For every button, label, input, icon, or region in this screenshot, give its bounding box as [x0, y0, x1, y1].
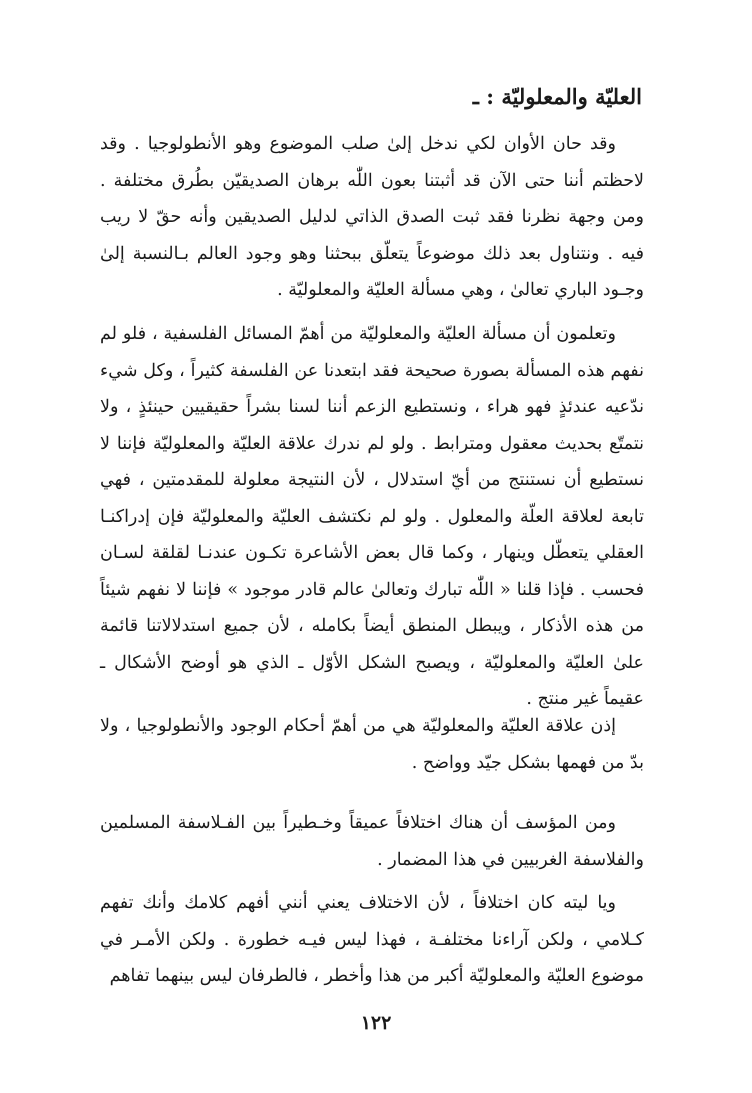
section-heading: العليّة والمعلوليّة : ـ [472, 84, 642, 109]
paragraph-3: إذن علاقة العليّة والمعلوليّة هي من أهمّ أحكام الوجود والأنطولوجيا ، ولا بدّ من فهمها بشكل جيّد وواضح . [100, 716, 644, 773]
paragraph-5: ويا ليته كان اختلافاً ، لأن الاختلاف يعني أنني أفهم كلامك وأنك تفهم كـلامي ، ولكن آراءنا مختلفـة ، فهذا ليس فيـه خطورة . ولكن الأمـر في موضوع العليّة والمعلوليّة أكبر من هذا وأخطر ، فالطرفان ليس بينهما تفاهم [100, 893, 644, 986]
paragraph-1: وقد حان الأوان لكي ندخل إلىٰ صلب الموضوع وهو الأنطولوجيا . وقد لاحظتم أننا حتى الآن قد أثبتنا بعون اللّٰه برهان الصديقيّن بطُرق مختلفة . ومن وجهة نظرنا فقد ثبت الصدق الذاتي لدليل الصديقين وأنه حقّ لا ريب فيه . ونتناول بعد ذلك موضوعاً يتعلّق ببحثنا وهو وجود العالم بـالنسبة إلىٰ وجـود الباري تعالىٰ ، وهي مسألة العليّة والمعلوليّة . [100, 134, 644, 300]
paragraph-4: ومن المؤسف أن هناك اختلافاً عميقاً وخـطيراً بين الفـلاسفة المسلمين والفلاسفة الغربيين في هذا المضمار . [100, 813, 644, 870]
page-number: ١٢٢ [360, 1012, 392, 1034]
paragraph-2: وتعلمون أن مسألة العليّة والمعلوليّة من أهمّ المسائل الفلسفية ، فلو لم نفهم هذه المسألة بصورة صحيحة فقد ابتعدنا عن الفلسفة كثيراً ، وكل شيء ندّعيه عندئذٍ فهو هراء ، ونستطيع الزعم أننا لسنا بشراً حقيقيين حينئذٍ ، ولا نتمتّع بحديث معقول ومترابط . ولو لم ندرك علاقة العليّة والمعلوليّة فإننا لا نستطيع أن نستنتج من أيّ استدلال ، لأن النتيجة معلولة للمقدمتين ، فهي تابعة لعلاقة العلّة والمعلول . ولو لم نكتشف العليّة والمعلوليّة فإن إدراكنـا العقلي يتعطّل وينهار ، وكما قال بعض الأشاعرة تكـون عندنـا لقلقة لسـان فحسب . فإذا قلنا « اللّٰه تبارك وتعالىٰ عالم قادر موجود » فإننا لا نفهم شيئاً من هذه الأذكار ، ويبطل المنطق أيضاً بكامله ، لأن جميع استدلالاتنا قائمة علىٰ العليّة والمعلوليّة ، ويصبح الشكل الأوّل ـ الذي هو أوضح الأشكال ـ عقيماً غير منتج . [100, 324, 644, 709]
